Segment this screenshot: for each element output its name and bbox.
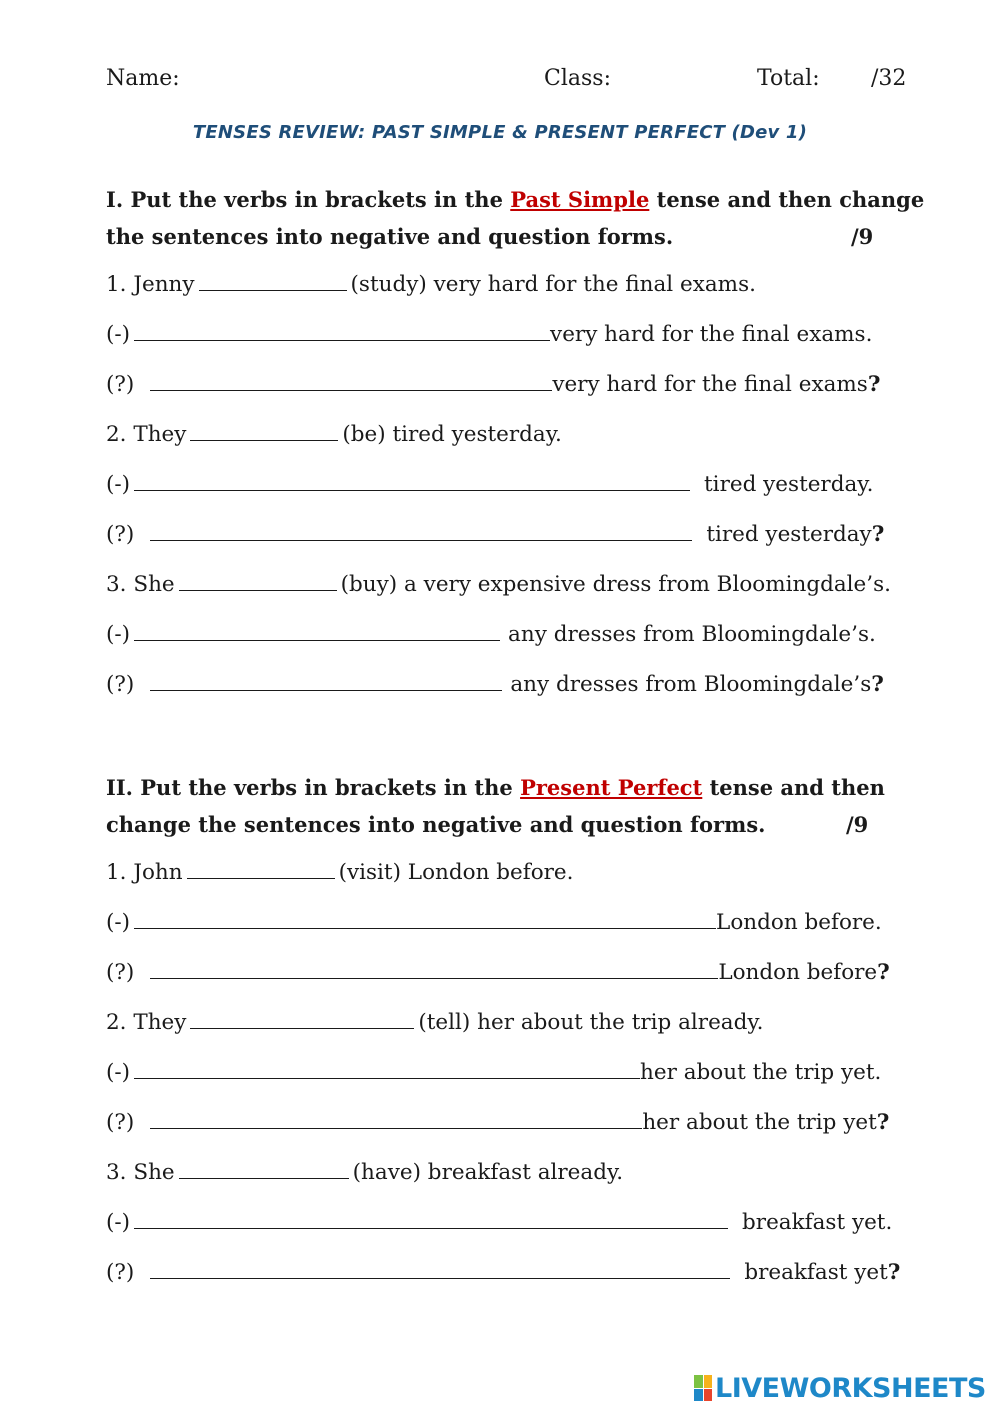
s1-item2-verb: (be) tired yesterday. (342, 422, 562, 447)
negative-marker: (-) (106, 1210, 131, 1235)
total-label: Total: (757, 66, 820, 91)
question-mark: ? (887, 1260, 901, 1285)
s1-item2-question-tail: tired yesterday (706, 522, 872, 547)
s1-item3-negative-tail: any dresses from Bloomingdale’s. (508, 622, 876, 647)
s1-item2-negative (106, 472, 873, 497)
s1-item3-question (106, 672, 884, 697)
s2-item3-question-blank[interactable] (150, 1277, 730, 1279)
s1-item3 (106, 572, 891, 597)
s2-item2-negative-tail: her about the trip yet. (640, 1060, 882, 1085)
section1-instr-pre: I. Put the verbs in brackets in the (106, 187, 511, 212)
s1-item3-question-tail: any dresses from Bloomingdale’s (510, 672, 872, 697)
s2-item3-negative-tail: breakfast yet. (742, 1210, 893, 1235)
s1-item1-question (106, 372, 880, 397)
class-label: Class: (544, 66, 611, 91)
s2-item2-answer-blank[interactable] (190, 1027, 414, 1029)
section2-instruction (106, 769, 885, 806)
s2-item1-question (106, 960, 890, 985)
s2-item3 (106, 1160, 623, 1185)
s2-item2-question-tail: her about the trip yet (642, 1110, 877, 1135)
section1-tense-highlight: Past Simple (510, 187, 650, 212)
question-marker: (?) (106, 672, 135, 697)
s2-item3-negative (106, 1210, 892, 1235)
s1-item3-negative (106, 622, 876, 647)
total-value: /32 (871, 66, 907, 91)
negative-marker: (-) (106, 472, 131, 497)
worksheet-title: TENSES REVIEW: PAST SIMPLE & PRESENT PERFECT (Dev 1) (192, 122, 808, 143)
section2-instruction-line2: change the sentences into negative and question forms. (106, 812, 766, 837)
s2-item1-question-tail: London before (718, 960, 878, 985)
s1-item2-question (106, 522, 884, 547)
s2-item2-question (106, 1110, 889, 1135)
question-marker: (?) (106, 960, 135, 985)
question-mark: ? (876, 1110, 890, 1135)
negative-marker: (-) (106, 1060, 131, 1085)
s2-item1-question-blank[interactable] (150, 977, 718, 979)
s2-item2 (106, 1010, 764, 1035)
name-label: Name: (106, 66, 180, 91)
s2-item1-verb: (visit) London before. (338, 860, 574, 885)
liveworksheets-logo[interactable] (694, 1372, 986, 1404)
s2-item1-answer-blank[interactable] (187, 877, 335, 879)
section1-score: /9 (851, 224, 874, 249)
question-mark: ? (877, 960, 890, 985)
negative-marker: (-) (106, 622, 131, 647)
section1-instr-post: tense and then change (649, 187, 925, 212)
s2-item3-question-tail: breakfast yet (744, 1260, 888, 1285)
s2-item2-negative (106, 1060, 881, 1085)
liveworksheets-logo-icon (694, 1375, 712, 1401)
s2-item2-subject: 2. They (106, 1010, 187, 1035)
liveworksheets-logo-text: LIVEWORKSHEETS (715, 1372, 986, 1404)
s2-item1-subject: 1. John (106, 860, 183, 885)
s2-item2-question-blank[interactable] (150, 1127, 642, 1129)
s1-item1 (106, 272, 756, 297)
s1-item2-negative-blank[interactable] (134, 489, 690, 491)
section2-tense-highlight: Present Perfect (520, 775, 703, 800)
question-mark: ? (867, 372, 881, 397)
s2-item3-subject: 3. She (106, 1160, 175, 1185)
s1-item3-verb: (buy) a very expensive dress from Bloomingdale’s. (340, 572, 891, 597)
negative-marker: (-) (106, 322, 131, 347)
s1-item1-question-blank[interactable] (150, 389, 552, 391)
s2-item1-negative-tail: London before. (716, 910, 882, 935)
s1-item1-subject: 1. Jenny (106, 272, 195, 297)
s1-item1-question-tail: very hard for the final exams (552, 372, 868, 397)
question-mark: ? (871, 672, 884, 697)
s2-item3-verb: (have) breakfast already. (352, 1160, 624, 1185)
s2-item3-answer-blank[interactable] (179, 1177, 349, 1179)
question-marker: (?) (106, 1260, 135, 1285)
s1-item3-subject: 3. She (106, 572, 175, 597)
s2-item1 (106, 860, 573, 885)
s1-item2-subject: 2. They (106, 422, 187, 447)
section1-instruction-line2: the sentences into negative and question forms. (106, 224, 674, 249)
s1-item2-question-blank[interactable] (150, 539, 692, 541)
question-marker: (?) (106, 522, 135, 547)
s2-item1-negative (106, 910, 882, 935)
question-marker: (?) (106, 372, 135, 397)
s1-item3-answer-blank[interactable] (179, 589, 337, 591)
question-mark: ? (871, 522, 885, 547)
s1-item1-answer-blank[interactable] (199, 289, 347, 291)
s2-item2-verb: (tell) her about the trip already. (418, 1010, 764, 1035)
s1-item3-negative-blank[interactable] (134, 639, 500, 641)
s2-item1-negative-blank[interactable] (134, 927, 716, 929)
s1-item1-negative-tail: very hard for the final exams. (550, 322, 873, 347)
s1-item1-negative (106, 322, 872, 347)
section2-instr-post: tense and then (702, 775, 885, 800)
s1-item2 (106, 422, 562, 447)
s2-item2-negative-blank[interactable] (134, 1077, 640, 1079)
section2-instr-pre: II. Put the verbs in brackets in the (106, 775, 521, 800)
question-marker: (?) (106, 1110, 135, 1135)
s1-item3-question-blank[interactable] (150, 689, 502, 691)
s1-item1-negative-blank[interactable] (134, 339, 550, 341)
s2-item3-negative-blank[interactable] (134, 1227, 728, 1229)
negative-marker: (-) (106, 910, 131, 935)
s1-item2-negative-tail: tired yesterday. (704, 472, 874, 497)
section2-score: /9 (846, 812, 869, 837)
s1-item2-answer-blank[interactable] (190, 439, 338, 441)
section1-instruction (106, 181, 924, 218)
s2-item3-question (106, 1260, 900, 1285)
s1-item1-verb: (study) very hard for the final exams. (350, 272, 756, 297)
